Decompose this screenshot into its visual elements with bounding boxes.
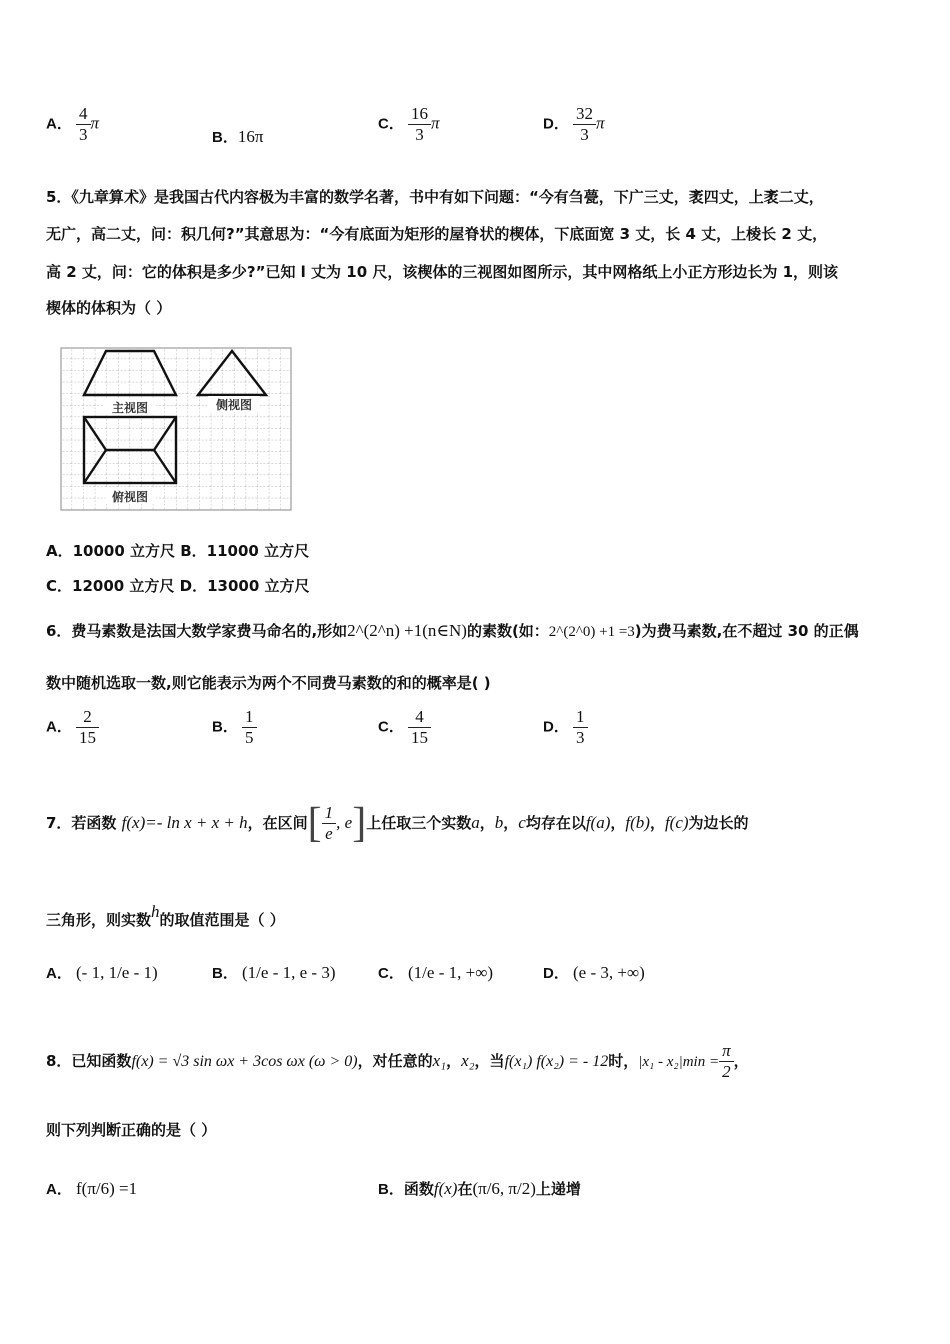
q8-option-b: B．函数f(x)在(π/6, π/2)上递增 [378, 1179, 581, 1198]
q4-option-d: D． $\frac{32}{3}$ π [543, 104, 605, 144]
q5-options-line-2: C．12000 立方尺 D．13000 立方尺 [46, 577, 310, 595]
q8-option-a: A． f(π/6) =1 [46, 1179, 138, 1198]
q8-function: f(x) = √3 sin ωx + 3cos ωx (ω > 0) [131, 1053, 358, 1070]
front-view-label: 主视图 [111, 401, 149, 415]
q8-line-2: 则下列判断正确的是（ ） [46, 1121, 217, 1139]
three-view-figure [60, 347, 292, 511]
q5-line-1: 5．《九章算术》是我国古代内容极为丰富的数学名著，书中有如下问题：“今有刍甍，下广三丈，袤四丈，上袤二丈， [46, 188, 824, 206]
q5-line-3: 高 2 丈，问：它的体积是多少?”已知 l 丈为 10 尺，该楔体的三视图如图所示，其中网格纸上小正方形边长为 1，则该 [46, 263, 839, 281]
q4-option-b: B．16π [212, 127, 264, 146]
q6-line-1: 6．费马素数是法国大数学家费马命名的,形如2^(2^n) +1(n∈N)的素数(如：2^(2^0) +1 =3)为费马素数,在不超过 30 的正偶 [46, 621, 859, 640]
q7-option-b: B． (1/e - 1, e - 3) [212, 963, 336, 982]
q5-line-4: 楔体的体积为（ ） [46, 299, 172, 317]
q5-line-2: 无广，高二丈，问：积几何?”其意思为：“今有底面为矩形的屋脊状的楔体，下底面宽 3 丈，长 4 丈，上棱长 2 丈， [46, 225, 828, 243]
q6-line-2: 数中随机选取一数,则它能表示为两个不同费马素数的和的概率是( ) [46, 674, 491, 692]
q4-option-a: A． $\frac{4}{3}$ π [46, 104, 100, 144]
q7-option-d: D． (e - 3, +∞) [543, 963, 645, 982]
q7-option-c: C． (1/e - 1, +∞) [378, 963, 493, 982]
q6-option-a: A． $\frac{2}{15}$ [46, 707, 99, 748]
q7-function: f(x)=- ln x + x + h [121, 813, 248, 832]
q4-option-c: C． $\frac{16}{3}$ π [378, 104, 440, 144]
q6-formula: 2^(2^n) +1(n∈N) [347, 621, 467, 640]
side-view-label: 侧视图 [215, 398, 253, 412]
q7-option-a: A． (- 1, 1/e - 1) [46, 963, 158, 982]
q7-line-2: 三角形，则实数h的取值范围是（ ） [46, 902, 285, 929]
q7-line-1: 7．若函数 f(x)=- ln x + x + h，在区间[ $\frac{1}{e}$ , e]上任取三个实数a，b，c均存在以f(a)，f(b)，f(c)为边长的 [46, 800, 749, 847]
q6-option-c: C． $\frac{4}{15}$ [378, 707, 431, 748]
top-view-label: 俯视图 [111, 490, 149, 504]
three-view-svg [60, 347, 292, 511]
q5-options-line-1: A．10000 立方尺 B．11000 立方尺 [46, 542, 310, 560]
q6-option-d: D． $\frac{1}{3}$ [543, 707, 588, 748]
q6-option-b: B． $\frac{1}{5}$ [212, 707, 257, 748]
q6-example: 2^(2^0) +1 =3 [548, 624, 635, 640]
q8-line-1: 8．已知函数f(x) = √3 sin ωx + 3cos ωx (ω > 0)，对任意的x₁，x₂，当f(x₁) f(x₂) = - 12时，|x₁ - x₂|min = $\frac{\pi}{2}$ ， [46, 1041, 749, 1081]
